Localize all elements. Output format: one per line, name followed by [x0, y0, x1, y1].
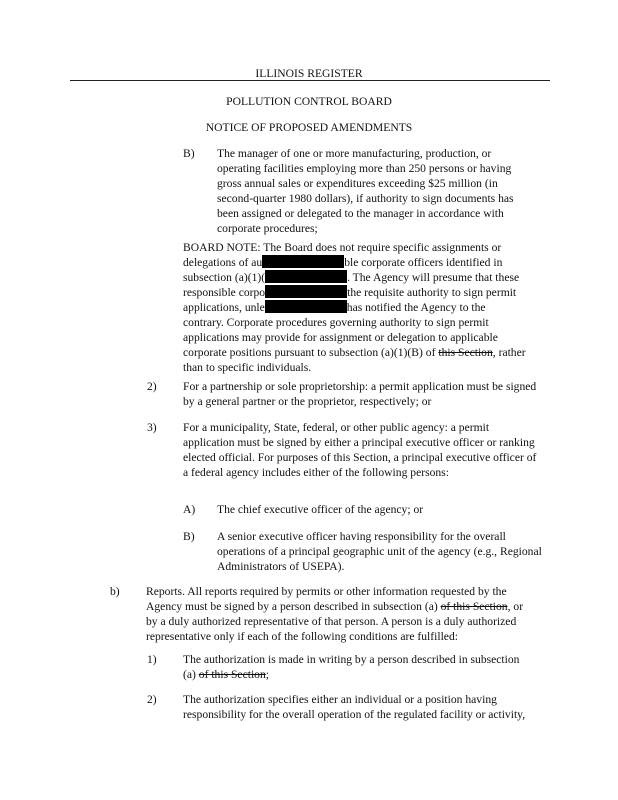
item-text: The authorization specifies either an individual or a position having responsibility for the overall operation of the regulated facility or activity,: [183, 693, 526, 721]
item-label: B): [183, 147, 195, 160]
note-text: responsible corpo: [183, 286, 266, 299]
item-label: b): [110, 585, 120, 598]
note-line: [183, 285, 553, 300]
para-line: Reports. All reports required by permits or other information requested by the: [146, 585, 507, 598]
redaction-bar: [265, 270, 347, 283]
item-text: The manager of one or more manufacturing, production, or operating facilities employing more than 250 persons or having gross annual sales or expenditures exceeding $25 million (in second-quarter 1980 dollars), if authority to sign documents has been assigned or delegated to the manager in accordance with corporate procedures;: [217, 147, 514, 235]
item-text: For a municipality, State, federal, or other public agency: a permit application must be signed by either a principal executive officer or ranking elected official. For purposes of this Section, a principal executive officer of a federal agency includes either of the following persons:: [183, 421, 537, 479]
struck-text: of this Section: [198, 668, 266, 681]
notice-title: NOTICE OF PROPOSED AMENDMENTS: [205, 121, 413, 134]
note-text: ble corporate officers identified in: [344, 256, 503, 269]
item-label: 2): [147, 693, 157, 706]
note-line: than to specific individuals.: [183, 361, 312, 374]
item-text: A senior executive officer having responsibility for the overall operations of a principal geographic unit of the agency (e.g., Regional Administrators of USEPA).: [217, 530, 542, 573]
note-text: applications, unle: [183, 301, 265, 314]
note-text: the requisite authority to sign permit: [347, 286, 517, 299]
note-line: [183, 300, 553, 315]
note-text: delegations of au: [183, 256, 263, 269]
note-line: contrary. Corporate procedures governing authority to sign permit: [183, 316, 489, 329]
reports-paragraph: [146, 584, 566, 644]
header-rule: [70, 80, 550, 81]
para-text: (a): [183, 668, 196, 681]
redaction-bar: [262, 255, 344, 268]
struck-text: this Section: [438, 346, 493, 359]
item-label: B): [183, 530, 195, 543]
note-line: applications may provide for assignment or delegation to applicable: [183, 331, 498, 344]
note-line: [183, 255, 553, 270]
note-text: , rather: [492, 346, 526, 359]
para-text: ;: [265, 668, 269, 681]
agency-name: POLLUTION CONTROL BOARD: [226, 95, 392, 108]
item-text: [183, 652, 553, 682]
item-label: A): [183, 503, 196, 516]
note-line: [183, 345, 553, 360]
register-title: ILLINOIS REGISTER: [255, 67, 363, 80]
item-label: 1): [147, 653, 157, 666]
note-text: . The Agency will presume that these: [347, 271, 520, 284]
para-text: , or: [507, 600, 524, 613]
para-line: [183, 667, 553, 682]
note-text: corporate positions pursuant to subsection (a)(1)(B) of: [183, 346, 436, 359]
redaction-bar: [265, 300, 347, 313]
note-line: BOARD NOTE: The Board does not require specific assignments or: [183, 241, 502, 254]
item-label: 2): [147, 380, 157, 393]
para-line: [146, 599, 566, 614]
struck-text: of this Section: [440, 600, 508, 613]
note-line: [183, 270, 553, 285]
redaction-bar: [265, 285, 347, 298]
item-text: For a partnership or sole proprietorship: a permit application must be signed by a general partner or the proprietor, respectively; or: [183, 380, 537, 408]
para-text: Agency must be signed by a person described in subsection (a): [146, 600, 438, 613]
para-line: The authorization is made in writing by a person described in subsection: [183, 653, 520, 666]
note-text: subsection (a)(1)(: [183, 271, 266, 284]
note-text: has notified the Agency to the: [346, 301, 486, 314]
item-text: The chief executive officer of the agency; or: [217, 503, 424, 516]
para-line: representative only if each of the following conditions are fulfilled:: [146, 630, 458, 643]
item-label: 3): [147, 421, 157, 434]
board-note: [183, 240, 553, 375]
para-line: by a duly authorized representative of that person. A person is a duly authorized: [146, 615, 517, 628]
